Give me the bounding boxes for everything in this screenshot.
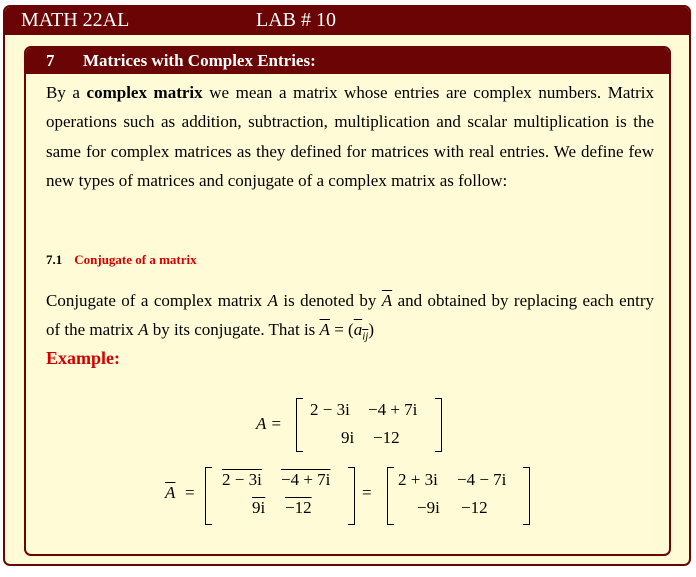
lab-number: LAB # 10 (256, 9, 336, 31)
matrix-a-lhs: A = (256, 414, 282, 433)
conj-text-2: is denoted by (283, 291, 377, 310)
conjugate-paragraph (46, 286, 654, 352)
matrix-a-r1c1: 2 − 3i (310, 400, 350, 419)
section-header (26, 48, 669, 74)
matrix-a-r1c2: −4 + 7i (368, 400, 418, 419)
subsection-number: 7.1 (46, 252, 63, 267)
conj-text-3: and obtained by replacing each entry of the matrix (46, 291, 655, 340)
matrix-a-r2c1: 9i (341, 428, 355, 447)
lab-frame (3, 5, 691, 566)
header-bar (5, 7, 689, 35)
section-number: 7 (46, 51, 55, 70)
intro-lead: By a (46, 83, 80, 102)
matrix-a-left-bracket (296, 398, 303, 452)
course-title: MATH 22AL (21, 9, 130, 31)
conj-r1c1: 2 − 3i (222, 470, 262, 489)
result-left-bracket (387, 467, 394, 525)
mid-eq-sign: = (362, 483, 372, 502)
result-right-bracket (523, 467, 530, 525)
a-ij-base: a (353, 320, 363, 340)
conj-left-bracket (205, 467, 212, 525)
result-r2c1: −9i (417, 498, 440, 517)
conj-r2c1: 9i (252, 498, 266, 517)
var-a-bar: $\overline{A}$ (381, 291, 393, 310)
result-r1c2: −4 − 7i (457, 470, 507, 489)
subsection-heading (46, 252, 197, 268)
var-a: A (267, 291, 278, 310)
intro-paragraph (46, 78, 654, 195)
conj-eq: = ( (329, 320, 354, 340)
var-a-bar-2: $\overline{A}$ (319, 320, 330, 340)
result-r1c1: 2 + 3i (398, 470, 438, 489)
intro-bold-term: complex matrix (86, 83, 203, 102)
subsection-title: Conjugate of a matrix (74, 252, 197, 267)
conj-r2c2: −12 (285, 498, 312, 517)
a-ij-sub: ij (362, 330, 369, 343)
intro-rest: we mean a matrix whose entries are complex numbers. Matrix operations such as addition, subtraction, multiplication and scalar multiplication is the same for complex matrices as they defined for matrices with real entries. We define few new types of matrices and conjugate of a complex matrix as follow: (46, 83, 655, 190)
matrix-a-r2c2: −12 (373, 428, 400, 447)
matrix-abar-eq-sign: = (185, 483, 195, 502)
var-a-2: A (138, 320, 149, 340)
matrix-a-right-bracket (435, 398, 442, 452)
a-ij-conj (353, 320, 369, 343)
matrix-abar-lhs: $\overline{A}$ (165, 483, 176, 502)
section-title: Matrices with Complex Entries: (83, 51, 316, 70)
example-label: Example: (46, 348, 120, 368)
conj-r1c2: −4 + 7i (281, 470, 331, 489)
conj-text-1: Conjugate of a complex matrix (46, 291, 263, 310)
conj-right-bracket (348, 467, 355, 525)
section-box (24, 46, 671, 556)
conj-text-4: by its conjugate. That is (152, 320, 316, 340)
result-r2c2: −12 (461, 498, 488, 517)
conj-close: ) (368, 320, 374, 340)
